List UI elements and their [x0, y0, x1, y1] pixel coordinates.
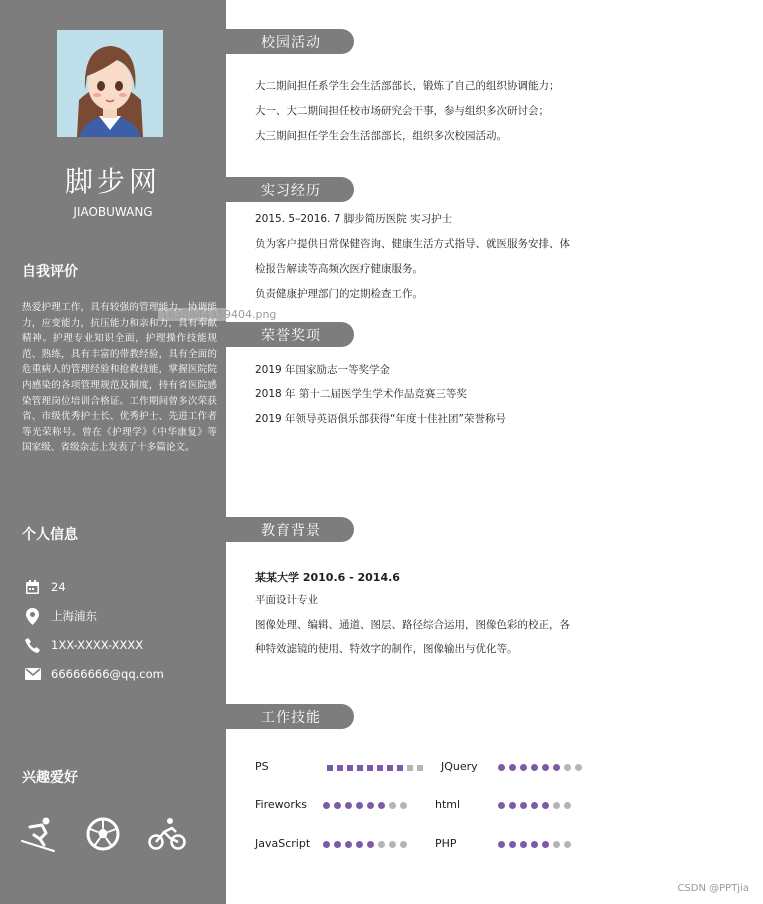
skill-dot-filled — [542, 802, 549, 809]
skill-dot-empty — [564, 802, 571, 809]
skill-dot-filled — [345, 802, 352, 809]
info-email — [24, 664, 164, 684]
skill-dot-empty — [378, 841, 385, 848]
campus-line: 大二期间担任系学生会生活部部长，锻炼了自己的组织协调能力； — [255, 80, 560, 92]
skill-rating — [323, 802, 407, 809]
skill-dot-empty — [575, 764, 582, 771]
skill-dot-empty — [553, 841, 560, 848]
skill-dot-filled — [323, 802, 330, 809]
info-phone-value: 1XX-XXXX-XXXX — [51, 638, 144, 652]
skill-dot-filled — [531, 841, 538, 848]
personal-info-heading: 个人信息 — [22, 527, 78, 543]
internship-line: 2015. 5–2016. 7 脚步简历医院 实习护士 — [255, 213, 453, 225]
skill-dot-empty — [400, 802, 407, 809]
skill-dot-filled — [553, 764, 560, 771]
info-location-value: 上海浦东 — [51, 609, 97, 623]
skill-dot-filled — [498, 802, 505, 809]
self-eval-text: 热爱护理工作，具有较强的管理能力，协调能力，应变能力，抗压能力和亲和力，具有奉献精神。护理专业知识全面，护理操作技能规范、熟练，具有丰富的带教经验，具有全面的危重病人的管理经验和抢救技能，掌握医院院内感染的各项管理规范及制度，持有省医院感染管理岗位培训合格证。工作期间曾多次荣获省、市级优秀护士长、优秀护士、先进工作者等光荣称号。曾在《护理学》《中华康复》等国家级、省级杂志上发表了十多篇论文。 — [22, 302, 217, 454]
internship-line: 负为客户提供日常保健咨询、健康生活方式指导、就医服务安排、体 — [255, 238, 570, 250]
honor-line: 2018 年 第十二届医学生学术作品竞赛三等奖 — [255, 388, 467, 400]
info-age-value: 24 — [51, 580, 66, 594]
hobbies-list — [20, 815, 186, 853]
section-tab-internship: 实习经历 — [226, 177, 354, 202]
skill-rating — [498, 802, 571, 809]
skill-dot-empty — [389, 802, 396, 809]
skill-dot-filled — [387, 765, 393, 771]
calendar-icon — [24, 579, 41, 596]
skill-dot-empty — [564, 764, 571, 771]
skill-dot-filled — [542, 764, 549, 771]
skiing-icon — [20, 815, 58, 853]
cycling-icon — [148, 815, 186, 853]
skill-dot-filled — [367, 765, 373, 771]
internship-line: 负责健康护理部门的定期检查工作。 — [255, 288, 423, 300]
honor-line: 2019 年国家励志一等奖学金 — [255, 364, 391, 376]
education-line: 图像处理、编辑、通道、图层、路径综合运用，图像色彩的校正，各 — [255, 619, 570, 631]
soccer-icon — [84, 815, 122, 853]
self-eval-heading: 自我评价 — [22, 264, 78, 280]
skill-dot-filled — [356, 841, 363, 848]
credit-watermark: CSDN @PPTjia — [677, 883, 749, 894]
skill-dot-empty — [564, 841, 571, 848]
skill-dot-empty — [553, 802, 560, 809]
skill-rating — [498, 764, 582, 771]
info-phone — [24, 635, 143, 655]
campus-line: 大一、大二期间担任校市场研究会干事，参与组织多次研讨会； — [255, 105, 549, 117]
skill-rating — [323, 841, 407, 848]
info-email-value: 66666666@qq.com — [51, 667, 164, 681]
info-age — [24, 577, 66, 597]
skill-dot-empty — [417, 765, 423, 771]
skill-dot-filled — [357, 765, 363, 771]
skill-dot-filled — [356, 802, 363, 809]
education-line: 平面设计专业 — [255, 594, 318, 606]
skill-dot-filled — [334, 802, 341, 809]
skill-label: html — [435, 798, 461, 811]
filename-watermark: 1638844359404.png — [158, 308, 279, 321]
skill-dot-filled — [397, 765, 403, 771]
skill-label: JavaScript — [255, 837, 311, 850]
skill-dot-filled — [337, 765, 343, 771]
skill-dot-filled — [520, 841, 527, 848]
section-tab-education: 教育背景 — [226, 517, 354, 542]
skill-dot-empty — [407, 765, 413, 771]
sidebar — [0, 0, 226, 904]
skill-dot-filled — [542, 841, 549, 848]
education-school: 某某大学 2010.6 - 2014.6 — [255, 571, 400, 584]
skill-dot-filled — [531, 802, 538, 809]
skill-dot-filled — [347, 765, 353, 771]
skill-dot-empty — [400, 841, 407, 848]
skill-dot-filled — [378, 802, 385, 809]
skill-dot-filled — [520, 764, 527, 771]
skill-label: JQuery — [441, 760, 478, 773]
skill-dot-filled — [367, 802, 374, 809]
internship-line: 检报告解读等高频次医疗健康服务。 — [255, 263, 423, 275]
section-tab-skills: 工作技能 — [226, 704, 354, 729]
skill-dot-filled — [520, 802, 527, 809]
profile-name: 脚步网 — [64, 165, 161, 198]
skill-dot-filled — [345, 841, 352, 848]
info-location — [24, 606, 97, 626]
skill-dot-filled — [327, 765, 333, 771]
skill-rating — [327, 765, 423, 771]
campus-line: 大三期间担任学生会生活部部长，组织多次校园活动。 — [255, 130, 507, 142]
section-tab-campus: 校园活动 — [226, 29, 354, 54]
skill-dot-filled — [509, 802, 516, 809]
skill-label: Fireworks — [255, 798, 307, 811]
skill-dot-filled — [509, 841, 516, 848]
skill-rating — [498, 841, 571, 848]
phone-icon — [24, 637, 41, 654]
skill-dot-filled — [377, 765, 383, 771]
skill-dot-filled — [498, 764, 505, 771]
skill-label: PS — [255, 760, 269, 773]
skill-dot-empty — [389, 841, 396, 848]
location-icon — [24, 608, 41, 625]
skill-dot-filled — [367, 841, 374, 848]
avatar — [57, 30, 163, 137]
education-line: 种特效滤镜的使用、特效字的制作，图像输出与优化等。 — [255, 643, 518, 655]
skill-dot-filled — [498, 841, 505, 848]
profile-name-en: JIAOBUWANG — [73, 205, 153, 219]
section-tab-honors: 荣誉奖项 — [226, 322, 354, 347]
skill-dot-filled — [531, 764, 538, 771]
skill-dot-filled — [334, 841, 341, 848]
hobbies-heading: 兴趣爱好 — [22, 770, 78, 786]
skill-dot-filled — [323, 841, 330, 848]
honor-line: 2019 年领导英语俱乐部获得“年度十佳社团”荣誉称号 — [255, 413, 506, 425]
mail-icon — [24, 666, 41, 683]
skill-dot-filled — [509, 764, 516, 771]
skill-label: PHP — [435, 837, 457, 850]
